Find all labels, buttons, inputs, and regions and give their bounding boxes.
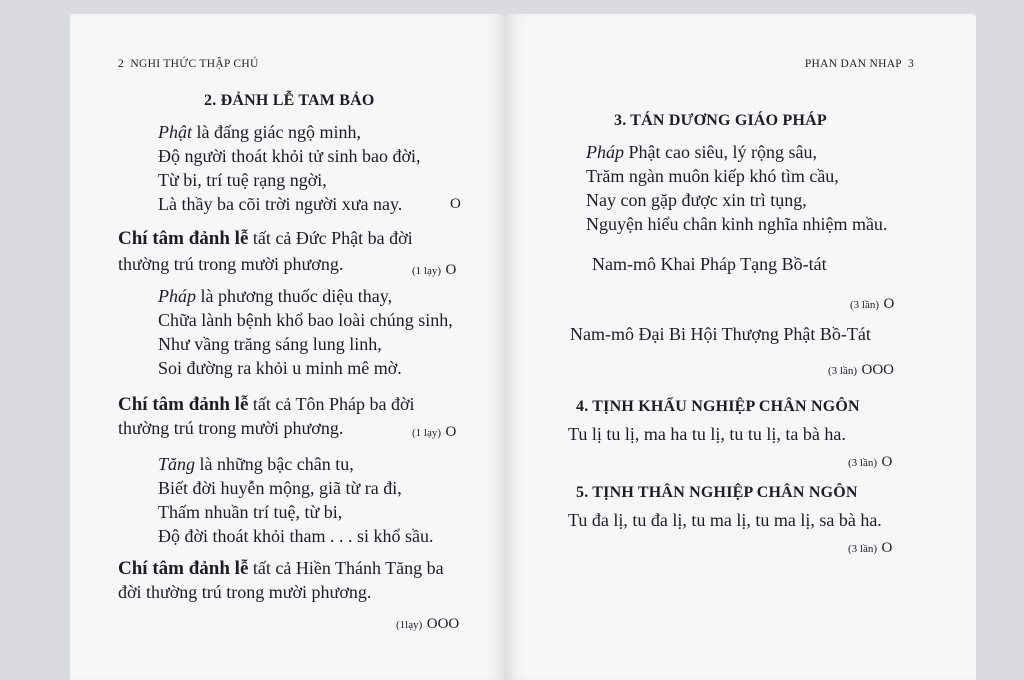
prayer3-note: (1lạy) — [396, 619, 423, 631]
mantra4-note-wrap — [848, 450, 892, 471]
r-stanza-lead: Pháp — [586, 142, 624, 162]
invocation2-text: Nam-mô Đại Bi Hội Thượng Phật Bồ-Tát — [570, 324, 871, 344]
invocation1-text: Nam-mô Khai Pháp Tạng Bồ-tát — [592, 254, 827, 274]
prayer1-note: (1 lạy) — [412, 265, 442, 277]
prayer2-bold: Chí tâm đảnh lễ — [118, 394, 249, 415]
stanza3-lead: Tăng — [158, 454, 196, 474]
stanza2-line2: Chữa lành bệnh khổ bao loài chúng sinh, — [158, 310, 453, 330]
stanza3-line1 — [158, 454, 354, 475]
right-page-number: 3 — [907, 58, 914, 70]
prayer3-line1 — [118, 558, 444, 580]
prayer1-line2: thường trú trong mười phương. — [118, 254, 344, 274]
prayer3-rest: tất cả Hiền Thánh Tăng ba — [248, 558, 444, 578]
mantra4-text: Tu lị tu lị, ma ha tu lị, tu tu lị, ta bà ha. — [568, 424, 846, 444]
stanza1-line1-rest: là đấng giác ngộ minh, — [192, 122, 361, 142]
stanza1-line1 — [158, 122, 361, 143]
mantra5-mark: O — [881, 540, 893, 556]
right-running-head-text: PHAN DAN NHAP — [804, 58, 902, 70]
left-page-number: 2 — [118, 58, 125, 70]
prayer2-line2: thường trú trong mười phương. — [118, 418, 344, 438]
stanza3-line4: Độ đời thoát khỏi tham . . . si khổ sầu. — [158, 526, 434, 546]
stanza3-line3: Thấm nhuần trí tuệ, từ bi, — [158, 502, 343, 522]
mantra4-mark: O — [881, 454, 893, 470]
prayer1-mark: O — [445, 262, 457, 278]
prayer2-note-wrap — [412, 420, 456, 441]
prayer3-bold: Chí tâm đảnh lễ — [118, 558, 249, 579]
right-running-head — [805, 58, 914, 70]
section-title-5: 5. TỊNH THÂN NGHIỆP CHÂN NGÔN — [576, 484, 858, 501]
stanza2-line4: Soi đường ra khỏi u minh mê mờ. — [158, 358, 402, 378]
stanza1-lead: Phật — [158, 122, 192, 142]
r-stanza-line1 — [586, 142, 817, 163]
right-page — [506, 14, 976, 680]
invocation1-note-wrap — [850, 292, 894, 313]
mantra5-note: (3 lần) — [848, 543, 878, 555]
stanza3-line2: Biết đời huyễn mộng, giã từ ra đi, — [158, 478, 402, 498]
stanza2-line3: Như vầng trăng sáng lung linh, — [158, 334, 382, 354]
stanza1-line3: Từ bi, trí tuệ rạng ngời, — [158, 170, 327, 190]
invocation1-note: (3 lần) — [850, 299, 880, 311]
prayer2-mark: O — [445, 424, 457, 440]
section-title-2: 2. ĐẢNH LỄ TAM BẢO — [204, 92, 375, 109]
prayer1-note-wrap — [412, 258, 456, 279]
r-stanza-line4: Nguyện hiểu chân kinh nghĩa nhiệm mầu. — [586, 214, 888, 234]
prayer3-line2: đời thường trú trong mười phương. — [118, 582, 372, 602]
r-stanza-line1-rest: Phật cao siêu, lý rộng sâu, — [624, 142, 817, 162]
prayer2-rest: tất cả Tôn Pháp ba đời — [248, 394, 415, 414]
mantra5-text: Tu đa lị, tu đa lị, tu ma lị, tu ma lị, sa bà ha. — [568, 510, 882, 530]
stanza3-line1-rest: là những bậc chân tu, — [195, 454, 354, 474]
stanza2-line1-rest: là phương thuốc diệu thay, — [196, 286, 393, 306]
invocation2-mark: OOO — [861, 362, 895, 378]
left-page — [70, 14, 506, 680]
mantra4-note: (3 lần) — [848, 457, 878, 469]
stanza1-mark: O — [450, 196, 461, 212]
r-stanza-line3: Nay con gặp được xin trì tụng, — [586, 190, 807, 210]
stanza2-line1 — [158, 286, 392, 307]
section-title-4: 4. TỊNH KHẨU NGHIỆP CHÂN NGÔN — [576, 398, 860, 415]
stanza2-lead: Pháp — [158, 286, 196, 306]
invocation2-note-wrap — [828, 358, 894, 379]
section-title-3: 3. TÁN DƯƠNG GIÁO PHÁP — [614, 112, 827, 129]
prayer1-rest: tất cả Đức Phật ba đời — [248, 228, 413, 248]
prayer3-note-wrap — [396, 612, 459, 633]
prayer2-line1 — [118, 394, 415, 416]
prayer3-mark: OOO — [426, 616, 460, 632]
left-running-head — [118, 58, 259, 70]
invocation2-note: (3 lần) — [828, 365, 858, 377]
stanza1-line4: Là thầy ba cõi trời người xưa nay. — [158, 194, 403, 214]
prayer1-line1 — [118, 228, 413, 250]
prayer2-note: (1 lạy) — [412, 427, 442, 439]
invocation1-mark: O — [883, 296, 895, 312]
stanza1-line2: Độ người thoát khỏi tử sinh bao đời, — [158, 146, 421, 166]
prayer1-bold: Chí tâm đảnh lễ — [118, 228, 249, 249]
left-running-head-text: NGHI THỨC THẬP CHÚ — [130, 58, 259, 70]
mantra5-note-wrap — [848, 536, 892, 557]
r-stanza-line2: Trăm ngàn muôn kiếp khó tìm cầu, — [586, 166, 839, 186]
